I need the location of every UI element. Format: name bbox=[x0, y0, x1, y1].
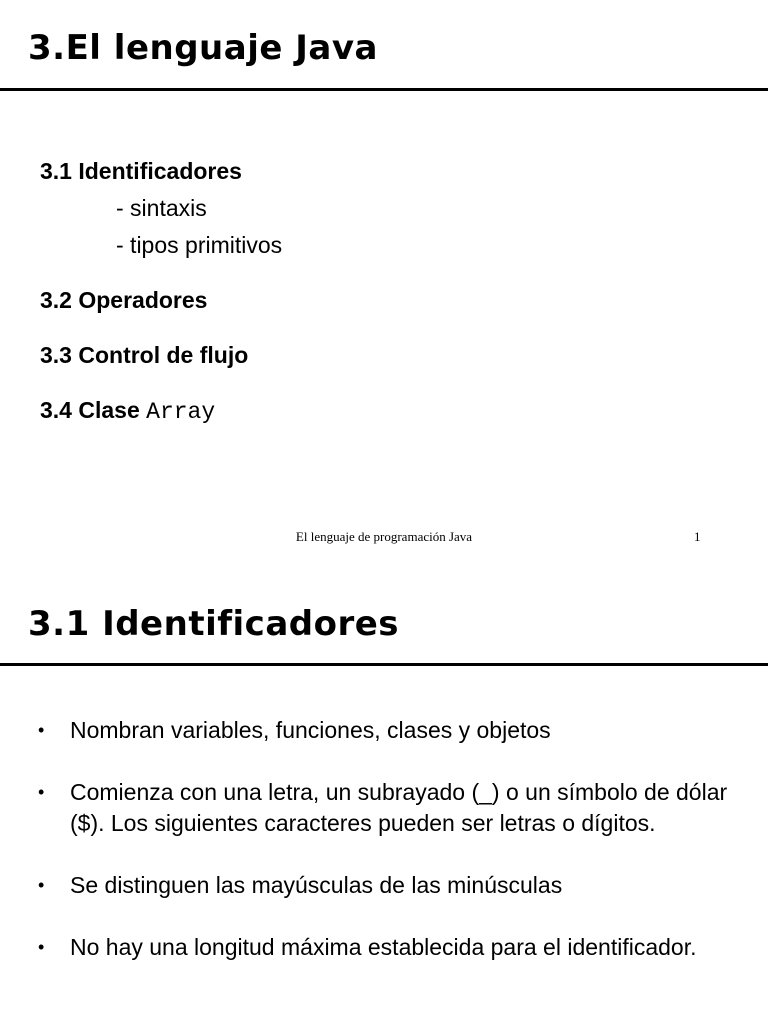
title-divider bbox=[0, 663, 768, 666]
slide-title: 3.1 Identificadores bbox=[28, 604, 400, 644]
bullet-item bbox=[38, 715, 738, 746]
outline-sublist bbox=[40, 190, 282, 264]
bullet-item bbox=[38, 932, 738, 963]
outline-subitem-sintaxis: - sintaxis bbox=[116, 195, 207, 221]
page-number: 1 bbox=[694, 529, 701, 544]
bullet-icon: • bbox=[38, 875, 45, 895]
outline-section-label: 3.1 Identificadores bbox=[40, 158, 242, 184]
bullet-icon: • bbox=[38, 782, 45, 802]
bullet-item bbox=[38, 870, 738, 901]
bullet-text: Se distinguen las mayúsculas de las minúsculas bbox=[70, 872, 563, 898]
outline-section-label: 3.2 Operadores bbox=[40, 287, 208, 313]
bullet-icon: • bbox=[38, 720, 45, 740]
outline-subitem-tipos-primitivos: - tipos primitivos bbox=[116, 232, 283, 258]
outline-section-3-3 bbox=[40, 337, 282, 374]
outline-section-label: 3.4 Clase bbox=[40, 397, 147, 423]
title-divider bbox=[0, 88, 768, 91]
code-term-array: Array bbox=[146, 399, 216, 425]
bullet-text: Comienza con una letra, un subrayado (_) o un símbolo de dólar ($). Los siguientes caracteres pueden ser letras o dígitos. bbox=[70, 779, 728, 836]
bullet-text: No hay una longitud máxima establecida para el identificador. bbox=[70, 934, 697, 960]
bullet-icon: • bbox=[38, 937, 45, 957]
bullet-list bbox=[38, 715, 738, 994]
outline-section-label: 3.3 Control de flujo bbox=[40, 342, 249, 368]
bullet-text: Nombran variables, funciones, clases y objetos bbox=[70, 717, 551, 743]
bullet-item bbox=[38, 777, 738, 839]
outline-section-3-4 bbox=[40, 392, 282, 431]
outline-list bbox=[40, 153, 282, 431]
slide-footer: El lenguaje de programación Java bbox=[295, 529, 473, 544]
outline-section-3-1 bbox=[40, 153, 282, 264]
outline-section-3-2 bbox=[40, 282, 282, 319]
slide-title: 3.El lenguaje Java bbox=[28, 28, 378, 68]
slide-2 bbox=[0, 576, 768, 1024]
